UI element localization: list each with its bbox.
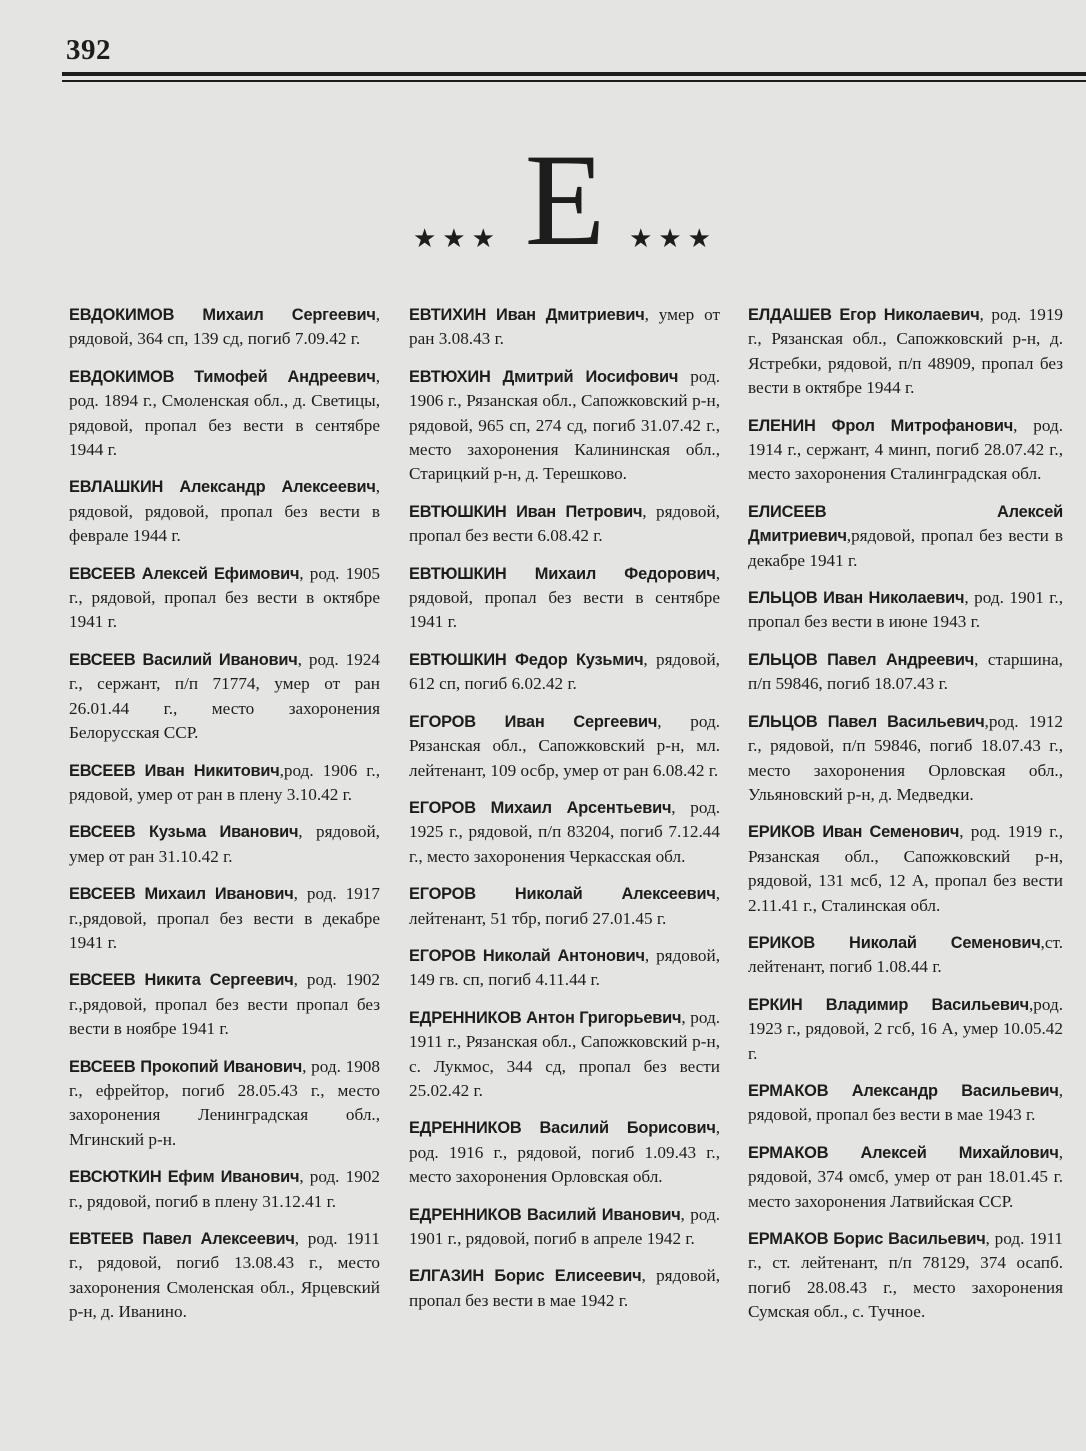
entry-name: ЕЛГАЗИН Борис Елисеевич xyxy=(409,1267,642,1286)
entry-name: ЕГОРОВ Иван Сергеевич xyxy=(409,712,658,731)
entry-details: ,род. 1923 г., рядовой, 2 гсб, 16 А, умер 10.05.42 г. xyxy=(748,994,1063,1063)
entry xyxy=(69,820,380,869)
entry xyxy=(748,500,1063,573)
entry-details: род. 1906 г., Рязанская обл., Сапожковский р-н, рядовой, 965 сп, 274 сд, погиб 31.07.42 г., место захоронения Калининская обл., Старицкий р-н, д. Терешково. xyxy=(409,366,720,484)
entry xyxy=(69,882,380,955)
entry-name: ЕВСЕЕВ Василий Иванович xyxy=(69,650,298,669)
entry xyxy=(69,759,380,808)
entry-details: , род. Рязанская обл., Сапожковский р-н, мл. лейтенант, 109 осбр, умер от ран 6.08.42 г. xyxy=(409,711,720,780)
entry xyxy=(69,968,380,1041)
entry-name: ЕЛЕНИН Фрол Митрофанович xyxy=(748,416,1014,435)
entry-name: ЕГОРОВ Николай Алексеевич xyxy=(409,885,716,904)
entry xyxy=(69,303,380,352)
entry xyxy=(409,303,720,352)
entry-name: ЕРМАКОВ Алексей Михайлович xyxy=(748,1143,1059,1162)
entry-name: ЕВТЕЕВ Павел Алексеевич xyxy=(69,1230,295,1248)
entry-name: ЕДРЕННИКОВ Василий Борисович xyxy=(409,1119,716,1138)
entry-name: ЕВСЮТКИН Ефим Иванович xyxy=(69,1168,300,1187)
entry-details: , рядовой, рядовой, пропал без вести в феврале 1944 г. xyxy=(69,477,380,546)
entry-details: ,ст. лейтенант, погиб 1.08.44 г. xyxy=(748,932,1063,977)
section-letter: Е xyxy=(524,126,606,273)
entry-name: ЕВСЕЕВ Иван Никитович xyxy=(69,761,280,780)
entry-details: , рядовой, 149 гв. сп, погиб 4.11.44 г. xyxy=(409,945,720,990)
entry xyxy=(69,1165,380,1214)
column-3 xyxy=(748,303,1063,1338)
entry-name: ЕВТЮШКИН Михаил Федорович xyxy=(409,564,716,583)
entry xyxy=(409,882,720,931)
column-2 xyxy=(409,303,720,1326)
entry-name: ЕВТЮШКИН Федор Кузьмич xyxy=(409,650,644,669)
entry-details: , род. 1925 г., рядовой, п/п 83204, погиб 7.12.44 г., место захоронения Черкасская обл. xyxy=(409,797,721,866)
entry xyxy=(748,1227,1063,1325)
entry xyxy=(409,1264,720,1313)
entry xyxy=(748,303,1063,401)
entry xyxy=(409,796,720,869)
entry xyxy=(409,710,720,783)
entry-details: , род. 1917 г.,рядовой, пропал без вести в декабре 1941 г. xyxy=(69,884,380,952)
entry-details: , род. 1901 г., пропал без вести в июне 1943 г. xyxy=(748,588,1064,632)
entry xyxy=(409,1116,720,1189)
entry-name: ЕВСЕЕВ Никита Сергеевич xyxy=(69,971,294,990)
entry-name: ЕГОРОВ Николай Антонович xyxy=(409,946,645,965)
entry-details: , рядовой, 364 сп, 139 сд, погиб 7.09.42 г. xyxy=(69,305,380,349)
entry-name: ЕВЛАШКИН Александр Алексеевич xyxy=(69,478,376,497)
entry-details: , род. 1911 г., Рязанская обл., Сапожковский р-н, с. Лукмос, 344 сд, пропал без вести 25.02.42 г. xyxy=(409,1007,720,1100)
entry-name: ЕВДОКИМОВ Тимофей Андреевич xyxy=(69,367,376,386)
entry xyxy=(409,1203,720,1252)
entry xyxy=(69,562,380,635)
entry xyxy=(69,475,380,548)
entry-name: ЕЛЬЦОВ Павел Андреевич xyxy=(748,650,975,669)
entry xyxy=(409,648,720,697)
entry xyxy=(748,1079,1063,1128)
entry-name: ЕВСЕЕВ Михаил Иванович xyxy=(69,885,294,904)
entry-details: , рядовой, 374 омсб, умер от ран 18.01.45 г. место захоронения Латвийская ССР. xyxy=(748,1142,1063,1211)
entry-name: ЕЛИСЕЕВ Алексей Дмитриевич xyxy=(748,502,1063,546)
entry-details: , рядовой, умер от ран 31.10.42 г. xyxy=(69,822,380,866)
entry-name: ЕРИКОВ Николай Семенович xyxy=(748,933,1041,952)
entry-details: , лейтенант, 51 тбр, погиб 27.01.45 г. xyxy=(409,884,720,928)
entry xyxy=(69,365,380,463)
entry xyxy=(748,931,1063,980)
entry-details: , род. 1919 г., Рязанская обл., Сапожковский р-н, рядовой, 131 мсб, 12 А, пропал без вести 2.11.41 г., Сталинская обл. xyxy=(748,822,1064,915)
entry-details: , рядовой, пропал без вести в мае 1943 г. xyxy=(748,1080,1063,1125)
entry-details: , старшина, п/п 59846, погиб 18.07.43 г. xyxy=(748,649,1063,694)
entry-details: , род. 1902 г., рядовой, погиб в плену 31.12.41 г. xyxy=(69,1167,380,1211)
entry-details: ,род. 1906 г., рядовой, умер от ран в плену 3.10.42 г. xyxy=(69,760,381,804)
entry-details: , род. 1902 г.,рядовой, пропал без вести пропал без вести в ноябре 1941 г. xyxy=(69,970,380,1039)
entry-name: ЕЛЬЦОВ Иван Николаевич xyxy=(748,589,965,608)
entry-details: , род. 1894 г., Смоленская обл., д. Светицы, рядовой, пропал без вести в сентябре 1944 г. xyxy=(69,366,380,460)
entry-details: , род. 1905 г., рядовой, пропал без вести в октябре 1941 г. xyxy=(69,563,381,632)
stars-right-decoration: ★★★ xyxy=(629,224,717,253)
entry-name: ЕРИКОВ Иван Семенович xyxy=(748,823,960,842)
entry-name: ЕВСЕЕВ Прокопий Иванович xyxy=(69,1057,303,1076)
entry-details: , рядовой, пропал без вести в сентябре 1941 г. xyxy=(409,563,720,632)
entry-name: ЕДРЕННИКОВ Антон Григорьевич xyxy=(409,1008,682,1027)
entry xyxy=(409,500,720,549)
entry xyxy=(748,993,1063,1066)
entry xyxy=(748,820,1063,918)
entry-details: , рядовой, пропал без вести 6.08.42 г. xyxy=(409,501,720,546)
entry xyxy=(409,1006,720,1104)
entry-name: ЕВТЮШКИН Иван Петрович xyxy=(409,502,643,521)
entry-name: ЕВСЕЕВ Кузьма Иванович xyxy=(69,823,299,842)
entry-details: , род. 1908 г., ефрейтор, погиб 28.05.43 г., место захоронения Ленинградская обл., Мгинский р-н. xyxy=(69,1056,380,1149)
entry-details: , род. 1916 г., рядовой, погиб 1.09.43 г., место захоронения Орловская обл. xyxy=(409,1118,720,1187)
entry-details: ,рядовой, пропал без вести в декабре 1941 г. xyxy=(748,526,1063,570)
entry-details: , рядовой, пропал без вести в мае 1942 г. xyxy=(409,1266,720,1310)
column-1 xyxy=(69,303,380,1338)
entry-name: ЕВТЮХИН Дмитрий Иосифович xyxy=(409,367,679,386)
entry xyxy=(69,1227,380,1325)
entry-name: ЕГОРОВ Михаил Арсентьевич xyxy=(409,798,672,817)
entry xyxy=(748,414,1063,487)
header-rule-thick xyxy=(62,72,1086,76)
entry-details: , род. 1911 г., рядовой, погиб 13.08.43 г., место захоронения Смоленская обл., Ярцевский р-н, д. Иванино. xyxy=(69,1229,380,1322)
page-number: 392 xyxy=(66,34,111,66)
header-rule-thin xyxy=(62,80,1086,82)
entry xyxy=(69,1055,380,1153)
entry-details: , род. 1914 г., сержант, 4 минп, погиб 28.07.42 г., место захоронения Сталинградская обл. xyxy=(748,415,1064,484)
entry-details: ,род. 1912 г., рядовой, п/п 59846, погиб 18.07.43 г., место захоронения Орловская обл., Ульяновский р-н, д. Медведки. xyxy=(748,711,1064,804)
stars-left-decoration: ★★★ xyxy=(413,224,501,253)
entry-name: ЕРКИН Владимир Васильевич xyxy=(748,995,1029,1014)
entry-name: ЕВТИХИН Иван Дмитриевич xyxy=(409,306,645,324)
section-heading xyxy=(405,126,725,273)
entry-name: ЕВДОКИМОВ Михаил Сергеевич xyxy=(69,306,376,324)
entry xyxy=(69,648,380,746)
entry-name: ЕРМАКОВ Александр Васильевич xyxy=(748,1081,1059,1100)
entry-details: , рядовой, 612 сп, погиб 6.02.42 г. xyxy=(409,649,720,694)
entry-name: ЕЛДАШЕВ Егор Николаевич xyxy=(748,306,980,324)
entry-name: ЕДРЕННИКОВ Василий Иванович xyxy=(409,1205,681,1224)
entry-name: ЕВСЕЕВ Алексей Ефимович xyxy=(69,564,300,583)
entry xyxy=(748,648,1063,697)
entry-details: , род. 1924 г., сержант, п/п 71774, умер от ран 26.01.44 г., место захоронения Белорусская ССР. xyxy=(69,649,380,743)
entry-name: ЕЛЬЦОВ Павел Васильевич xyxy=(748,712,985,731)
entry-details: , род. 1901 г., рядовой, погиб в апреле 1942 г. xyxy=(409,1204,721,1248)
entry-name: ЕРМАКОВ Борис Васильевич xyxy=(748,1230,986,1248)
entry-details: , род. 1911 г., ст. лейтенант, п/п 78129, 374 осапб. погиб 28.08.43 г., место захоронения Сумская обл., с. Тучное. xyxy=(748,1229,1063,1322)
entry xyxy=(409,944,720,993)
entry xyxy=(748,710,1063,808)
entry xyxy=(409,562,720,635)
entry-details: , род. 1919 г., Рязанская обл., Сапожковский р-н, д. Ястребки, рядовой, п/п 48909, пропал без вести в октябре 1944 г. xyxy=(748,305,1064,398)
entry-details: , умер от ран 3.08.43 г. xyxy=(409,305,720,349)
entry xyxy=(748,586,1063,635)
entry xyxy=(409,365,720,487)
entry xyxy=(748,1141,1063,1214)
